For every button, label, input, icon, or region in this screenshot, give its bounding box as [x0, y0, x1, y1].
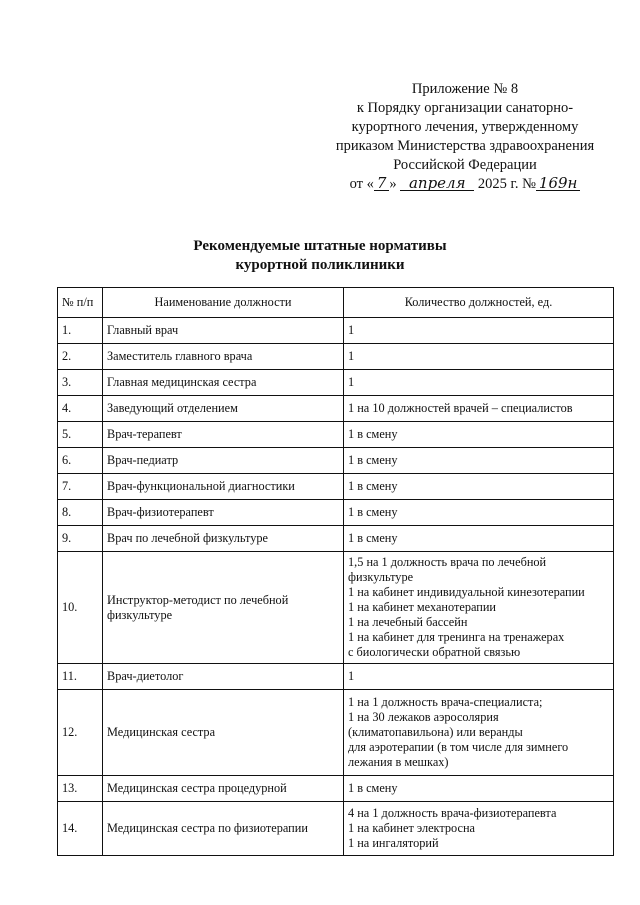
position-name: Медицинская сестра — [103, 690, 344, 776]
quantity-line: 1 на кабинет индивидуальной кинезотерапии — [348, 585, 585, 599]
position-quantity — [344, 802, 614, 856]
position-name: Заведующий отделением — [103, 396, 344, 422]
quantity-line: 1 на 30 лежаков аэросолярия — [348, 710, 499, 724]
quantity-line: 1 — [348, 323, 355, 337]
date-prefix: от « — [349, 176, 374, 192]
row-number: 8. — [58, 500, 103, 526]
quantity-line: 1 — [348, 669, 355, 683]
table-row — [58, 474, 614, 500]
position-quantity — [344, 776, 614, 802]
table-header-row — [58, 288, 614, 318]
table-row — [58, 396, 614, 422]
quantity-line: 1 на 1 должность врача-специалиста; — [348, 695, 543, 709]
position-name: Медицинская сестра процедурной — [103, 776, 344, 802]
position-quantity — [344, 318, 614, 344]
row-number: 7. — [58, 474, 103, 500]
position-name: Врач-терапевт — [103, 422, 344, 448]
appendix-line: Российской Федерации — [393, 157, 537, 173]
quantity-line: 1 в смену — [348, 479, 398, 493]
header-number: № п/п — [58, 288, 103, 318]
table-body — [58, 318, 614, 856]
handwritten-day: 7 — [374, 176, 390, 191]
row-number: 1. — [58, 318, 103, 344]
position-name: Врач-диетолог — [103, 664, 344, 690]
position-name: Главный врач — [103, 318, 344, 344]
position-name: Медицинская сестра по физиотерапии — [103, 802, 344, 856]
quantity-line: 1,5 на 1 должность врача по лечебной — [348, 555, 547, 569]
position-quantity — [344, 500, 614, 526]
appendix-header — [330, 80, 600, 194]
position-name: Заместитель главного врача — [103, 344, 344, 370]
year-text: 2025 г. № — [477, 176, 536, 192]
table-row — [58, 776, 614, 802]
order-date-line — [330, 175, 600, 194]
position-name: Врач-педиатр — [103, 448, 344, 474]
appendix-line: к Порядку организации санаторно- — [356, 100, 574, 116]
row-number: 6. — [58, 448, 103, 474]
table-row — [58, 552, 614, 664]
quantity-line: 1 в смену — [348, 453, 398, 467]
row-number: 11. — [58, 664, 103, 690]
row-number: 4. — [58, 396, 103, 422]
table-row — [58, 318, 614, 344]
header-quantity: Количество должностей, ед. — [344, 288, 614, 318]
row-number: 9. — [58, 526, 103, 552]
quantity-line: 1 на кабинет для тренинга на тренажерах — [348, 630, 565, 644]
table-row — [58, 690, 614, 776]
document-title — [0, 237, 640, 275]
handwritten-number: 169н — [536, 176, 581, 191]
position-quantity — [344, 552, 614, 664]
position-quantity — [344, 474, 614, 500]
row-number: 12. — [58, 690, 103, 776]
row-number: 13. — [58, 776, 103, 802]
appendix-line: приказом Министерства здравоохранения — [335, 138, 595, 154]
quantity-line: 1 на 10 должностей врачей – специалистов — [348, 401, 573, 415]
position-name: Врач-функциональной диагностики — [103, 474, 344, 500]
header-position: Наименование должности — [103, 288, 344, 318]
table-row — [58, 802, 614, 856]
appendix-line: Приложение № 8 — [411, 81, 519, 97]
quantity-line: 1 в смену — [348, 505, 398, 519]
quantity-line: 1 — [348, 349, 355, 363]
table-row — [58, 526, 614, 552]
quantity-line: 1 в смену — [348, 781, 398, 795]
position-quantity — [344, 422, 614, 448]
appendix-line: курортного лечения, утвержденному — [351, 119, 579, 135]
position-quantity — [344, 396, 614, 422]
quantity-line: 4 на 1 должность врача-физиотерапевта — [348, 806, 557, 820]
staff-norms-table — [57, 287, 614, 856]
quantity-line: 1 в смену — [348, 427, 398, 441]
quantity-line: 1 в смену — [348, 531, 398, 545]
quantity-line: физкультуре — [348, 570, 414, 584]
table-row — [58, 664, 614, 690]
row-number: 3. — [58, 370, 103, 396]
position-name: Главная медицинская сестра — [103, 370, 344, 396]
handwritten-month: апреля — [400, 176, 474, 191]
row-number: 5. — [58, 422, 103, 448]
row-number: 2. — [58, 344, 103, 370]
row-number: 14. — [58, 802, 103, 856]
quantity-line: с биологически обратной связью — [348, 645, 521, 659]
position-quantity — [344, 690, 614, 776]
quantity-line: лежания в мешках) — [348, 755, 449, 769]
title-line: курортной поликлиники — [235, 257, 405, 273]
table-row — [58, 344, 614, 370]
quantity-line: для аэротерапии (в том числе для зимнего — [348, 740, 569, 754]
position-quantity — [344, 370, 614, 396]
position-name: Врач по лечебной физкультуре — [103, 526, 344, 552]
position-quantity — [344, 526, 614, 552]
quantity-line: (климатопавильона) или веранды — [348, 725, 523, 739]
row-number: 10. — [58, 552, 103, 664]
position-quantity — [344, 448, 614, 474]
table-row — [58, 500, 614, 526]
quantity-line: 1 на лечебный бассейн — [348, 615, 468, 629]
table-row — [58, 422, 614, 448]
quantity-line: 1 на кабинет электросна — [348, 821, 475, 835]
position-quantity — [344, 344, 614, 370]
title-line: Рекомендуемые штатные нормативы — [193, 238, 447, 254]
position-name: Врач-физиотерапевт — [103, 500, 344, 526]
quantity-line: 1 — [348, 375, 355, 389]
table-row — [58, 370, 614, 396]
quantity-line: 1 на ингаляторий — [348, 836, 439, 850]
table-row — [58, 448, 614, 474]
position-quantity — [344, 664, 614, 690]
position-name: Инструктор-методист по лечебной физкультуре — [103, 552, 344, 664]
date-mid: » — [389, 176, 397, 192]
quantity-line: 1 на кабинет механотерапии — [348, 600, 497, 614]
